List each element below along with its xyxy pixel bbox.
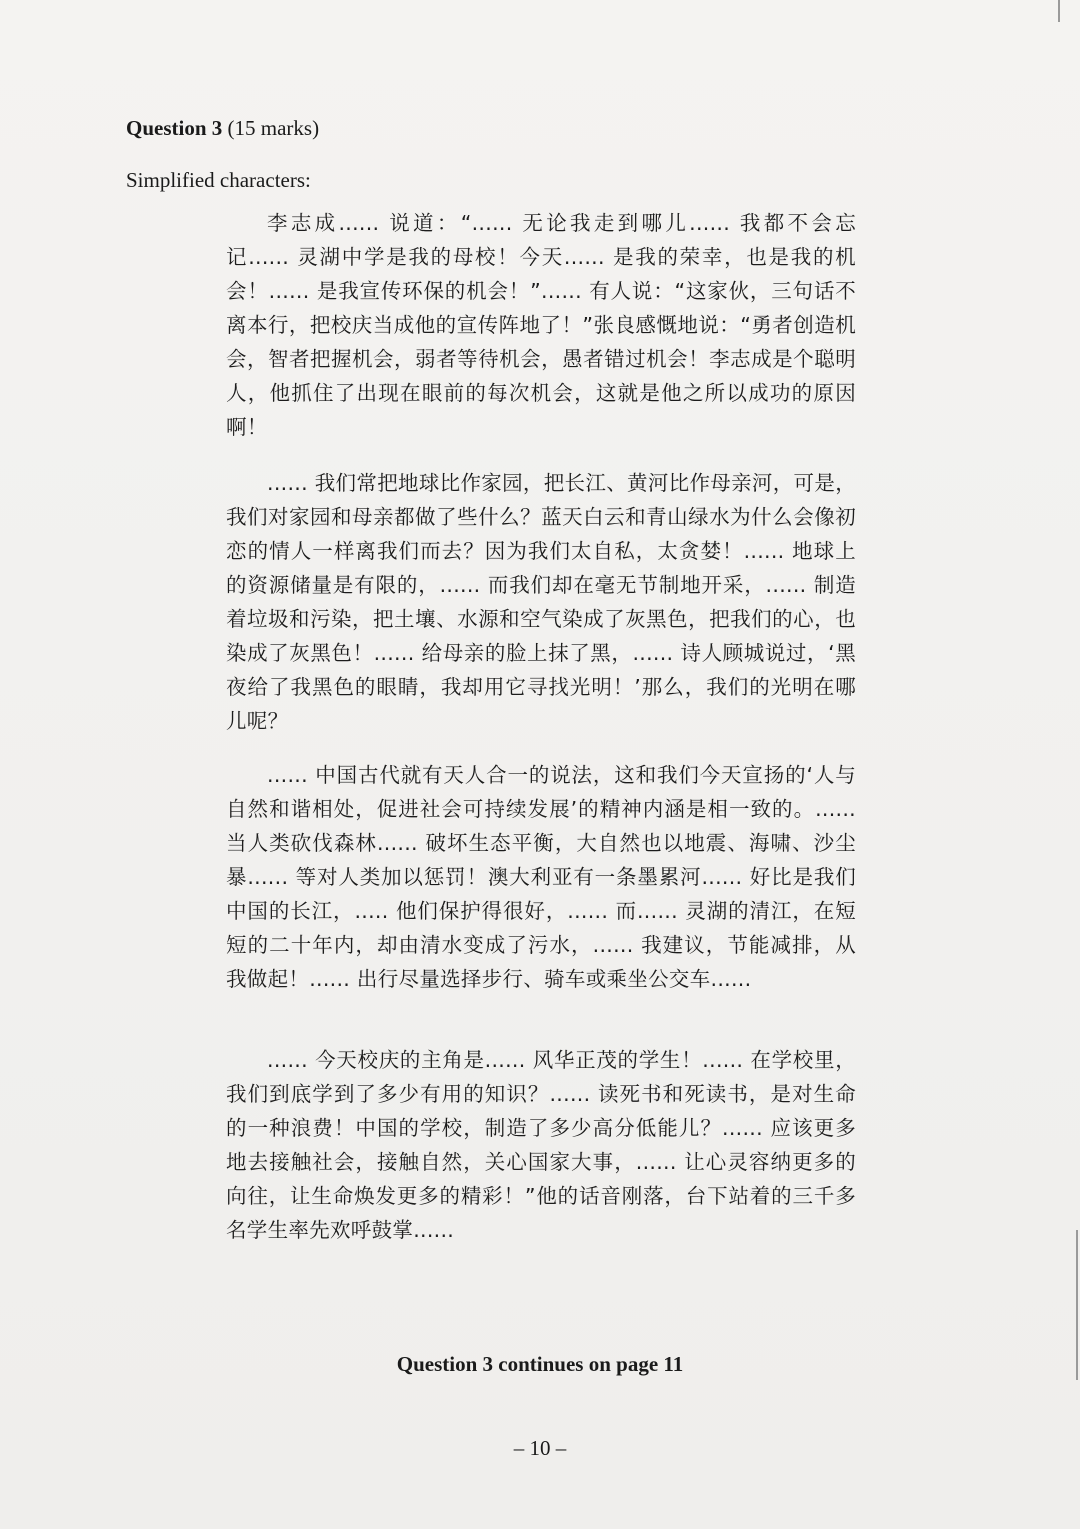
passage-paragraph-4: ...... 今天校庆的主角是...... 风华正茂的学生！...... 在学校里，我们到底学到了多少有用的知识？...... 读死书和死读书，是对生命的一种浪费！中国的学校，制造了多少高分低能儿？...... 应该更多地去接触社会，接触自然，关心国家大事，...... 让心灵容纳更多的向往，让生命焕发更多的精彩！”他的话音刚落，台下站着的三千多名学生率先欢呼鼓掌...... bbox=[226, 1048, 856, 1242]
passage-paragraph-2: ...... 我们常把地球比作家园，把长江、黄河比作母亲河，可是，我们对家园和母亲都做了些什么？蓝天白云和青山绿水为什么会像初恋的情人一样离我们而去？因为我们太自私，太贪婪！...... 地球上的资源储量是有限的，...... 而我们却在毫无节制地开采，...... 制造着垃圾和污染，把土壤、水源和空气染成了灰黑色，把我们的心，也染成了灰黑色！...... 给母亲的脸上抹了黑，...... 诗人顾城说过，‘黑夜给了我黑色的眼睛，我却用它寻找光明！’那么，我们的光明在哪儿呢？ bbox=[226, 471, 856, 733]
continues-note: Question 3 continues on page 11 bbox=[396, 1352, 684, 1376]
question-title: Question 3 bbox=[126, 116, 223, 140]
scan-edge-mark bbox=[1058, 0, 1060, 22]
question-heading bbox=[126, 114, 319, 142]
page-number: – 10 – bbox=[513, 1436, 567, 1460]
script-label: Simplified characters: bbox=[126, 168, 311, 192]
passage-paragraph-1: 李志成...... 说道：“...... 无论我走到哪儿...... 我都不会忘记...... 灵湖中学是我的母校！今天...... 是我的荣幸，也是我的机会！...... 是我宣传环保的机会！”...... 有人说：“这家伙，三句话不离本行，把校庆当成他的宣传阵地了！”张良感慨地说：“勇者创造机会，智者把握机会，弱者等待机会，愚者错过机会！李志成是个聪明人，他抓住了出现在眼前的每次机会，这就是他之所以成功的原因啊！ bbox=[226, 211, 856, 439]
passage-paragraph-3: ...... 中国古代就有天人合一的说法，这和我们今天宣扬的‘人与自然和谐相处，促进社会可持续发展’的精神内涵是相一致的。...... 当人类砍伐森林...... 破坏生态平衡，大自然也以地震、海啸、沙尘暴...... 等对人类加以惩罚！澳大利亚有一条墨累河...... 好比是我们中国的长江，..... 他们保护得很好，...... 而...... 灵湖的清江，在短短的二十年内，却由清水变成了污水，...... 我建议，节能减排，从我做起！...... 出行尽量选择步行、骑车或乘坐公交车...... bbox=[226, 763, 856, 991]
question-marks: (15 marks) bbox=[227, 116, 320, 140]
